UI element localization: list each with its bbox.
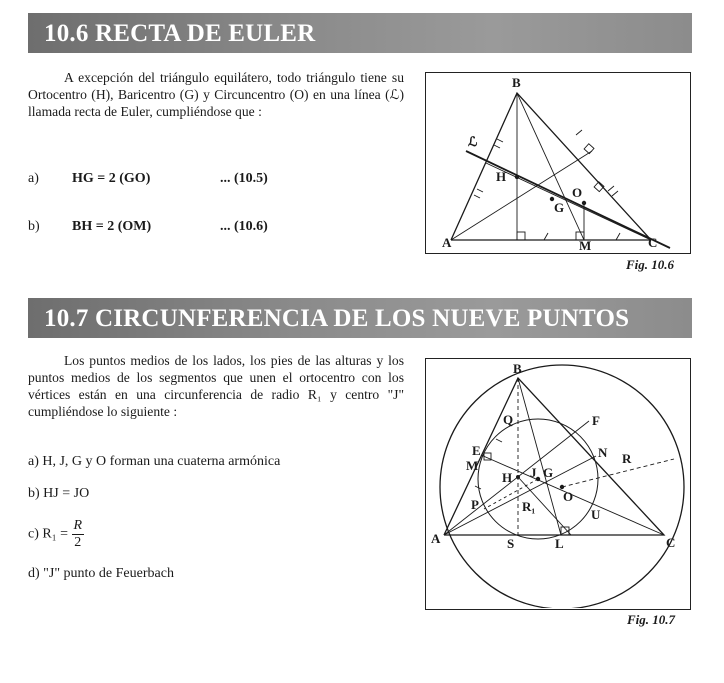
nine-point-r: R — [622, 451, 632, 466]
nine-points-item-b: b) HJ = JO — [28, 486, 90, 501]
euler-point-c: C — [648, 235, 658, 250]
euler-line-label: ℒ — [468, 134, 478, 149]
nine-points-item-a: a) H, J, G y O forman una cuaterna armónica — [28, 454, 281, 469]
formula-b-expression: BH = 2 (OM) — [72, 219, 152, 234]
formula-b-label: b) — [28, 219, 40, 234]
nine-point-p: P — [471, 497, 479, 512]
nine-point-c: C — [666, 535, 676, 550]
nine-point-n: N — [598, 445, 608, 460]
nine-points-item-c — [28, 518, 84, 551]
nine-point-circle-figure — [425, 358, 691, 610]
nine-points-paragraph: Los puntos medios de los lados, los pies de las alturas y los puntos medios de los segmentos que unen el ortocentro con los vértices están en una circunferencia de radio R₁ y centro "J" cumpliéndose lo siguiente : — [28, 353, 404, 419]
section-heading-euler: 10.6 RECTA DE EULER — [28, 13, 692, 53]
nine-point-h: H — [502, 470, 513, 485]
formula-a-label: a) — [28, 171, 39, 186]
formula-b — [28, 219, 268, 235]
nine-point-a: A — [431, 531, 441, 546]
formula-b-reference: ... (10.6) — [220, 219, 268, 234]
radius-fraction-numerator: R — [73, 518, 83, 533]
nine-point-g: G — [543, 465, 554, 480]
euler-figure-caption: Fig. 10.6 — [626, 257, 675, 272]
nine-point-m: M — [466, 458, 479, 473]
euler-point-m: M — [579, 238, 592, 252]
euler-paragraph: A excepción del triángulo equilátero, todo triángulo tiene su Ortocentro (H), Baricentro (G) y Circuncentro (O) en una línea (ℒ) llamada recta de Euler, cumpliéndose que : — [28, 70, 404, 119]
euler-line-figure — [425, 72, 691, 254]
section-heading-nine-points: 10.7 CIRCUNFERENCIA DE LOS NUEVE PUNTOS — [28, 298, 692, 338]
euler-point-g: G — [554, 200, 565, 215]
nine-point-s: S — [507, 536, 515, 551]
nine-point-radius-r1: R₁ — [522, 499, 536, 514]
formula-a-expression: HG = 2 (GO) — [72, 171, 151, 186]
nine-point-b: B — [513, 361, 522, 376]
nine-point-l: L — [555, 536, 564, 551]
nine-points-item-d: d) "J" punto de Feuerbach — [28, 566, 174, 581]
nine-point-u: U — [591, 507, 601, 522]
formula-a-reference: ... (10.5) — [220, 171, 268, 186]
nine-points-item-c-prefix: c) R₁ = — [28, 526, 72, 542]
euler-point-a: A — [442, 235, 452, 250]
radius-fraction-denominator: 2 — [74, 535, 82, 550]
radius-fraction — [72, 518, 85, 551]
euler-point-b: B — [512, 75, 521, 90]
nine-point-j: J — [530, 465, 537, 480]
nine-points-figure-caption: Fig. 10.7 — [627, 612, 676, 627]
formula-a — [28, 171, 268, 187]
nine-point-o: O — [563, 489, 574, 504]
nine-point-q: Q — [503, 412, 514, 427]
nine-point-e: E — [472, 443, 481, 458]
nine-point-f: F — [592, 413, 600, 428]
euler-point-o: O — [572, 185, 583, 200]
euler-point-h: H — [496, 169, 507, 184]
